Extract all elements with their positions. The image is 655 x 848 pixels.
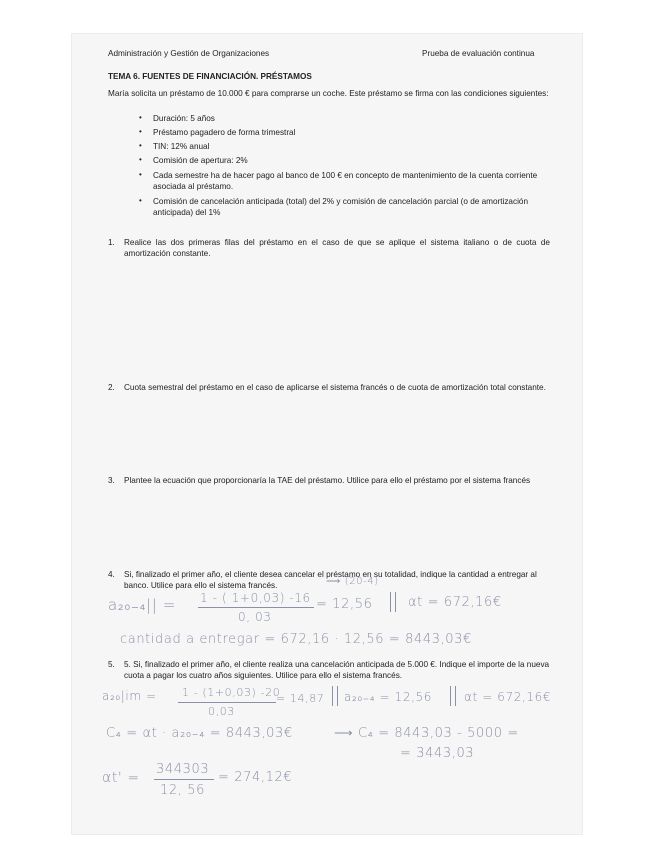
- question-3: Plantee la ecuación que proporcionaría la TAE del préstamo. Utilice para ello el préstamo por el sistema francés: [124, 476, 531, 485]
- condition-item: Comisión de cancelación anticipada (total) del 2% y comisión de cancelación parcial (o de amortización anticipada) del 1%: [153, 197, 529, 217]
- condition-item: Comisión de apertura: 2%: [153, 156, 248, 165]
- handwritten-installment: αt = 672,16€: [464, 690, 552, 704]
- handwritten-new-capital: ⟶ C₄ = 8443,03 - 5000 =: [334, 726, 519, 741]
- handwritten-denominator: 0, 03: [238, 610, 272, 624]
- document-page: [72, 34, 582, 834]
- handwritten-new-capital-result: = 3443,03: [400, 746, 475, 761]
- handwritten-new-installment-label: αt' =: [102, 770, 140, 786]
- handwritten-result: = 14,87: [276, 692, 325, 705]
- question-5: 5. Si, finalizado el primer año, el cliente realiza una cancelación anticipada de 5.000 €. Indique el importe de la nueva cuota a pagar los cuatro años siguientes. Utilice para ello el sistema francés.: [124, 660, 550, 680]
- bullet-icon: •: [139, 155, 142, 164]
- handwritten-numerator: 1 - ( 1+0,03) -16: [200, 591, 311, 605]
- condition-item: Préstamo pagadero de forma trimestral: [153, 128, 296, 137]
- intro-paragraph: María solicita un préstamo de 10.000 € para comprarse un coche. Este préstamo se firma con las condiciones siguientes:: [108, 89, 549, 98]
- separator-bar: [337, 686, 338, 706]
- bullet-icon: •: [139, 196, 142, 205]
- condition-item: Duración: 5 años: [153, 114, 215, 123]
- question-number: 1.: [108, 238, 115, 247]
- separator-bar: [332, 686, 333, 706]
- handwritten-new-installment: = 274,12€: [218, 770, 293, 785]
- handwritten-annuity: a₂₀₋₄ = 12,56: [344, 690, 432, 704]
- question-2: Cuota semestral del préstamo en el caso de aplicarse el sistema francés o de cuota de amortización total constante.: [124, 383, 546, 392]
- fraction-bar: [198, 607, 314, 608]
- separator-bar: [395, 592, 396, 612]
- handwritten-annuity-symbol: a₂₀|im =: [102, 689, 157, 703]
- question-number: 5.: [108, 660, 115, 669]
- handwritten-denominator: 12, 56: [160, 783, 205, 798]
- bullet-icon: •: [139, 170, 142, 179]
- question-number: 4.: [108, 570, 115, 579]
- handwritten-outstanding-capital: C₄ = αt · a₂₀₋₄ = 8443,03€: [106, 726, 293, 741]
- question-number: 2.: [108, 383, 115, 392]
- fraction-bar: [178, 702, 276, 703]
- handwritten-annuity-symbol: a₂₀₋₄|| =: [108, 596, 176, 614]
- handwritten-numerator: 1 - (1+0,03) -20: [182, 686, 281, 699]
- handwritten-numerator: 344303: [156, 762, 210, 777]
- handwritten-result: = 12,56: [316, 597, 373, 612]
- section-title: TEMA 6. FUENTES DE FINANCIACIÓN. PRÉSTAMOS: [108, 72, 312, 81]
- separator-bar: [450, 686, 451, 706]
- header-course: Administración y Gestión de Organizaciones: [108, 49, 270, 58]
- header-test-type: Prueba de evaluación continua: [422, 49, 535, 58]
- bullet-icon: •: [139, 113, 142, 122]
- handwritten-note: ⟶ (20-4): [326, 576, 379, 587]
- bullet-icon: •: [139, 141, 142, 150]
- handwritten-cancel-amount: cantidad a entregar = 672,16 · 12,56 = 8443,03€: [120, 632, 472, 647]
- question-4: Si, finalizado el primer año, el cliente desea cancelar el préstamo en su totalidad, indique la cantidad a entregar al banco. Utilice para ello el sistema francés.: [124, 570, 537, 590]
- question-number: 3.: [108, 476, 115, 485]
- condition-item: Cada semestre ha de hacer pago al banco de 100 € en concepto de mantenimiento de la cuenta corriente asociada al préstamo.: [153, 171, 538, 191]
- separator-bar: [390, 592, 391, 612]
- handwritten-denominator: 0,03: [208, 705, 235, 718]
- condition-item: TIN: 12% anual: [153, 142, 210, 151]
- separator-bar: [455, 686, 456, 706]
- handwritten-installment: αt = 672,16€: [408, 595, 502, 610]
- question-1: Realice las dos primeras filas del préstamo en el caso de que se aplique el sistema italiano o de cuota de amortización constante.: [124, 238, 550, 258]
- fraction-bar: [154, 779, 214, 780]
- bullet-icon: •: [139, 127, 142, 136]
